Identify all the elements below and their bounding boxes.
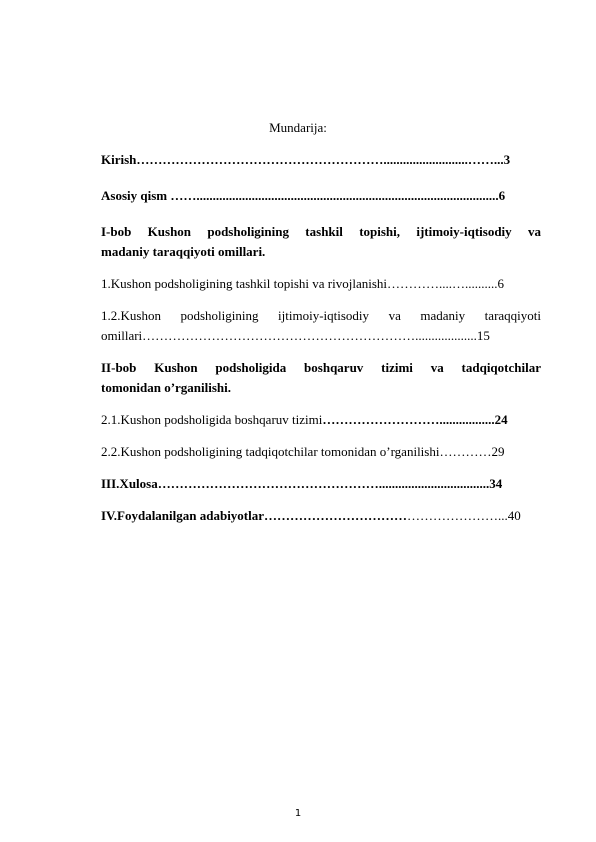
toc-entry-chapter-2: [101, 358, 541, 398]
toc-entry-section-2-1: [101, 410, 541, 430]
toc-entry-chapter-1: [101, 222, 541, 262]
section-1-2-line-2: omillari………………………………………………………...................15: [101, 328, 490, 343]
section-1-2-line-1: 1.2.Kushon podsholigining ijtimoiy-iqtisodiy va madaniy taraqqiyoti: [101, 308, 541, 323]
toc-entry-kirish: Kirish…………………………………………………..........................……...3: [101, 152, 511, 167]
toc-entry-section-1-1: 1.Kushon podsholigining tashkil topishi va rivojlanishi…………....…..........6: [101, 276, 504, 291]
chapter-2-heading-line-1: II-bob Kushon podsholigida boshqaruv tizimi va tadqiqotchilar: [101, 360, 541, 375]
section-2-1-leader: ……………………….................24: [322, 412, 508, 427]
chapter-2-heading-line-2: tomonidan o’rganilishi.: [101, 380, 232, 395]
toc-entry-xulosa: III.Xulosa……………………………………………..................................34: [101, 476, 503, 491]
toc-entry-foydalanilgan-adabiyotlar: [101, 506, 541, 526]
page-number: 1: [294, 808, 302, 819]
foydalanilgan-adabiyotlar-label: IV.Foydalanilgan adabiyotlar……………………………: [101, 508, 408, 523]
foydalanilgan-adabiyotlar-leader: …………………...40: [407, 508, 521, 523]
toc-entry-section-1-2: [101, 306, 541, 346]
section-2-1-text: 2.1.Kushon podsholigida boshqaruv tizimi: [101, 412, 323, 427]
page-title: Mundarija:: [269, 120, 327, 135]
toc-entry-asosiy-qism: Asosiy qism …….............................................................................................6: [101, 188, 506, 203]
toc-entry-section-2-2: 2.2.Kushon podsholigining tadqiqotchilar tomonidan o’rganilishi…………29: [101, 444, 505, 459]
chapter-1-heading-line-2: madaniy taraqqiyoti omillari.: [101, 244, 266, 259]
chapter-1-heading-line-1: I-bob Kushon podsholigining tashkil topishi, ijtimoiy-iqtisodiy va: [101, 224, 541, 239]
table-of-contents: [101, 150, 541, 526]
